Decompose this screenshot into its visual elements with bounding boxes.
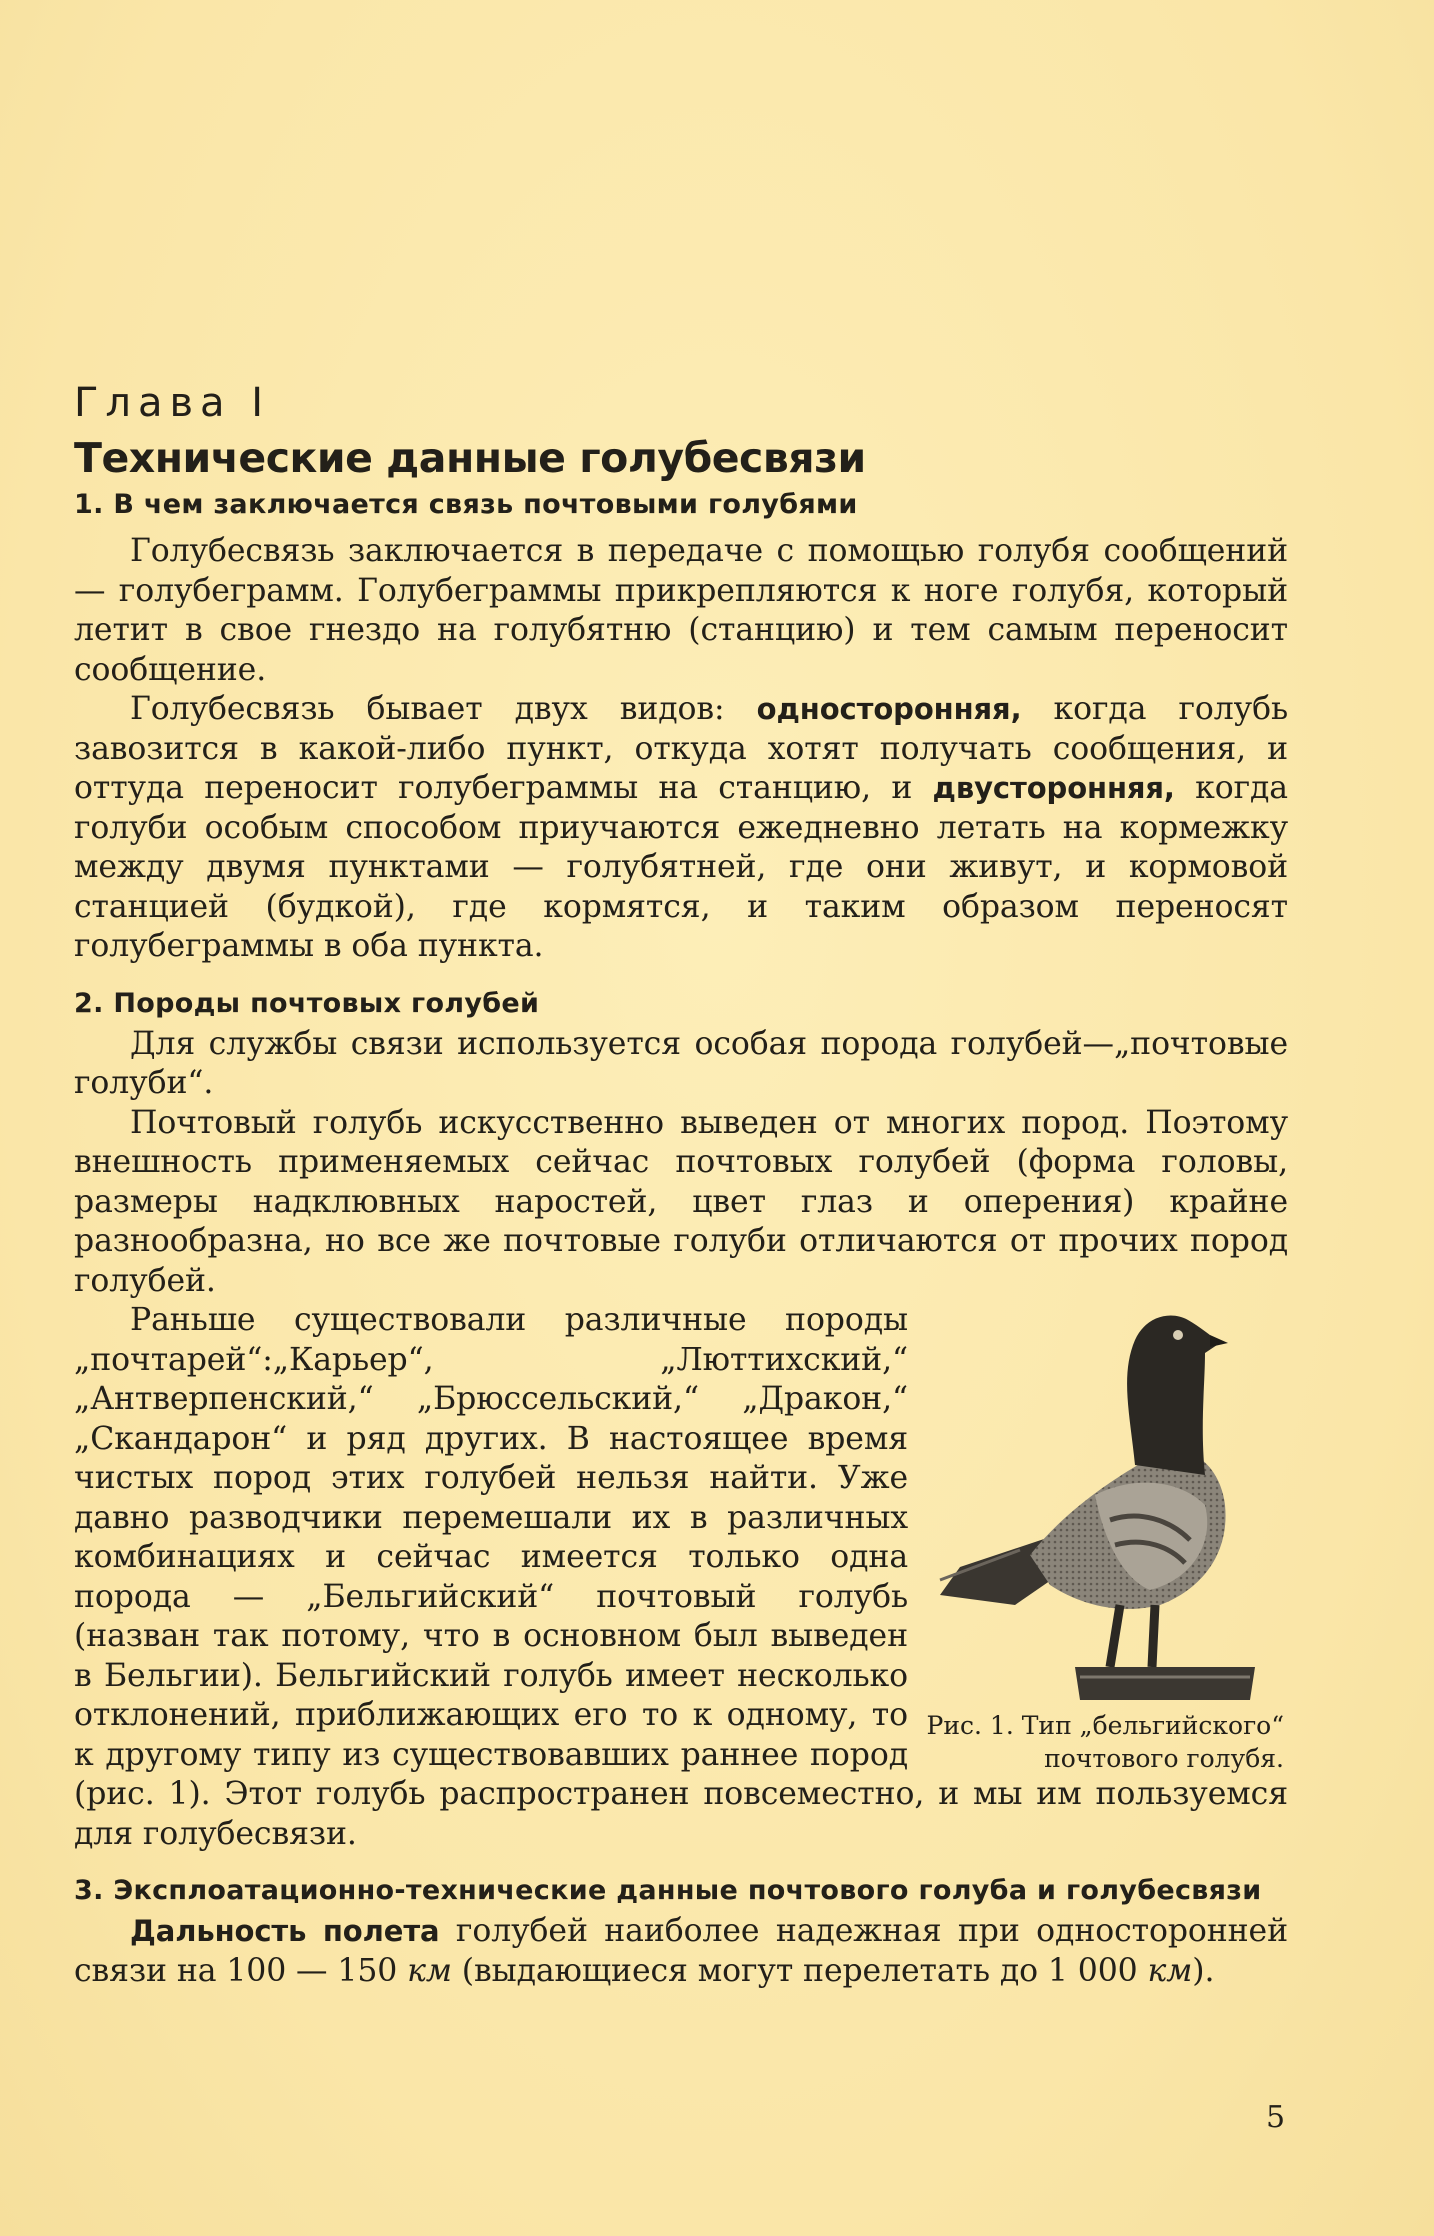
- figure-1-caption: Рис. 1. Тип „бельгийского“ почтового голубя.: [926, 1711, 1284, 1773]
- section-3-heading: 3. Эксплоатационно-технические данные почтового голуба и голубесвязи: [74, 1875, 1262, 1906]
- pigeon-illustration: [920, 1305, 1280, 1715]
- term-two-way: двусторонняя,: [932, 771, 1175, 805]
- page-number: 5: [1266, 2100, 1286, 2135]
- chapter-title: Технические данные голубесвязи: [74, 434, 866, 482]
- section-2-paragraph-1: Для службы связи используется особая порода голубей—„почтовые голуби“.: [74, 1025, 1288, 1101]
- section-2-heading: 2. Породы почтовых голубей: [74, 987, 540, 1019]
- term-one-way: односторонняя,: [756, 692, 1022, 726]
- section-1-heading: 1. В чем заключается связь почтовыми голубями: [74, 489, 858, 520]
- term-flight-range: Дальность полета: [130, 1914, 440, 1948]
- section-3-paragraph-1: Дальность полета голубей наиболее надежная при односторонней связи на 100 — 150 км (выдающиеся могут перелетать до 1 000 км).: [74, 1913, 1288, 1989]
- section-2-paragraph-3: Раньше существовали различные породы „почтарей“:„Карьер“, „Люттихский,“ „Антверпенский,“ „Брюссельский,“ „Дракон,“ „Скандарон“ и ряд других. В настоящее время чистых пород этих голубей нельзя найти. Уже давно разводчики перемешали их в различных комбинациях и сейчас имеется только одна порода — „Бельгийский“ почтовый голубь (назван так потому, что в основном был выведен в Бельгии). Бельгийский голубь имеет несколько отклонений, приближающих его то к одному, то к другому типу из существовавших раннее пород (рис. 1). Этот голубь распространен повсеместно, и мы им пользуемся для голубесвязи.: [74, 1302, 1288, 1852]
- section-2-paragraph-2: Почтовый голубь искусственно выведен от многих пород. Поэтому внешность применяемых сейчас почтовых голубей (форма головы, размеры надклювных наростей, цвет глаз и оперения) крайне разнообразна, но все же почтовые голуби отличаются от прочих пород голубей.: [74, 1104, 1288, 1299]
- chapter-label: Глава I: [74, 380, 271, 426]
- figure-1: [920, 1305, 1288, 1775]
- page-content: [74, 378, 1288, 1991]
- section-1-paragraph-1: Голубесвязь заключается в передаче с помощью голубя сообщений — голубеграмм. Голубеграммы прикрепляются к ноге голубя, который летит в свое гнездо на голубятню (станцию) и тем самым переносит сообщение.: [74, 533, 1288, 688]
- section-1-paragraph-2: Голубесвязь бывает двух видов: односторонняя, когда голубь завозится в какой-либо пункт, откуда хотят получать сообщения, и оттуда переносит голубеграммы на станцию, и двусторонняя, когда голуби особым способом приучаются ежедневно летать на кормежку между двумя пунктами — голубятней, где они живут, и кормовой станцией (будкой), где кормятся, и таким образом переносят голубеграммы в оба пункта.: [74, 691, 1288, 964]
